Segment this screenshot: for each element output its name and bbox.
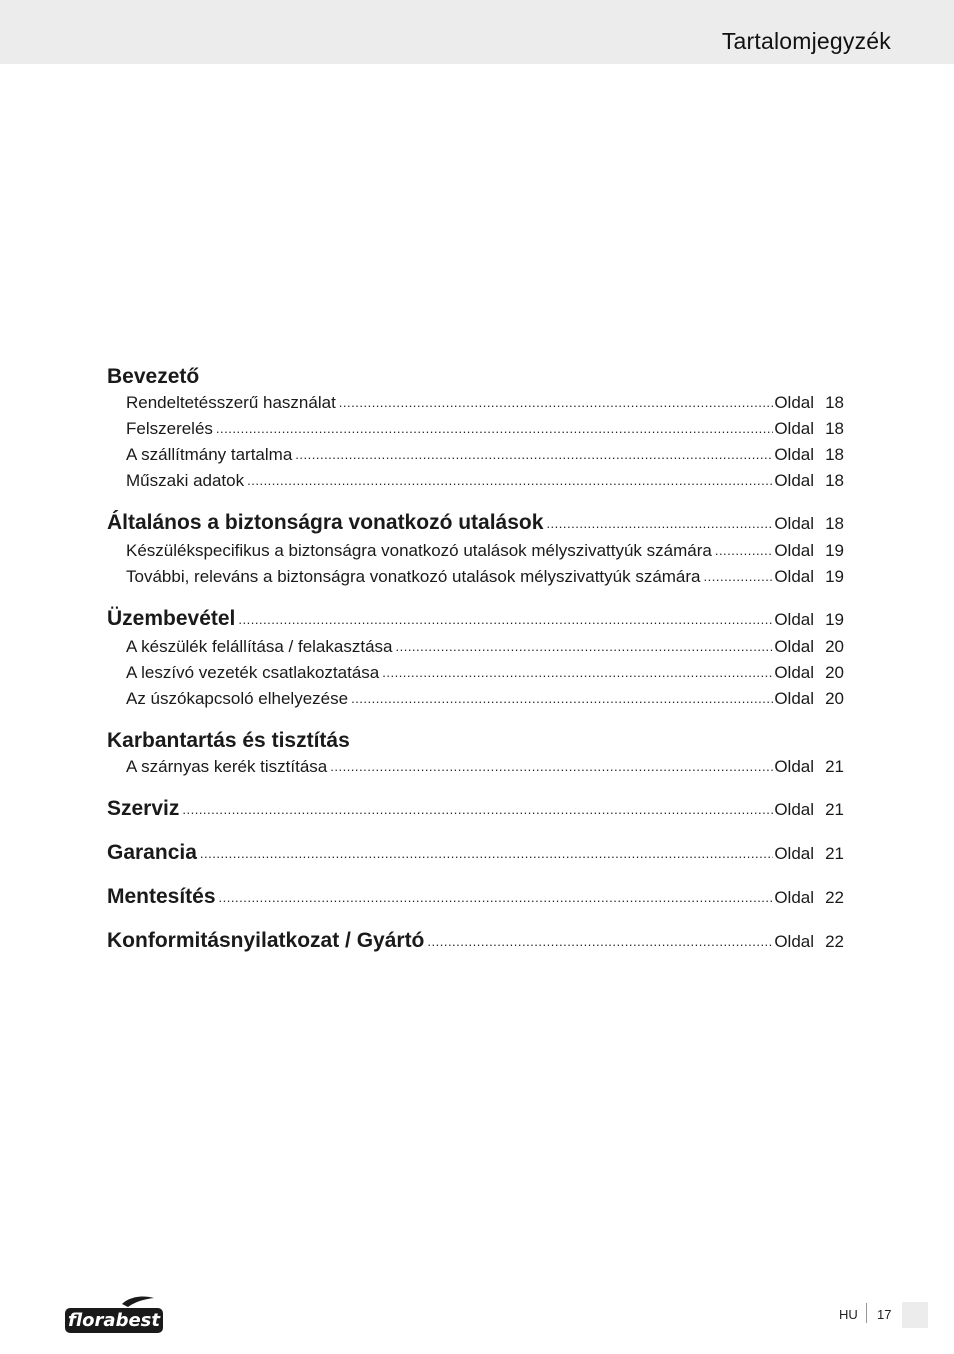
page-word: Oldal [774,567,814,586]
entry-label: Felszerelés [126,419,213,438]
page-ref: 20 [825,689,844,708]
toc-entry[interactable] [107,686,844,712]
toc-entry[interactable] [107,660,844,686]
logo-text: florabest [68,1310,160,1331]
florabest-logo [64,1295,164,1335]
toc-section-heading[interactable] [107,606,844,634]
footer-divider [866,1303,867,1323]
toc-entry[interactable] [107,390,844,416]
toc-entry[interactable] [107,634,844,660]
page-word: Oldal [774,445,814,464]
page-word: Oldal [774,888,814,907]
dot-leader [382,659,773,685]
entry-label: Rendeltetésszerű használat [126,393,336,412]
section-title: Bevezető [107,365,200,388]
dot-leader [247,467,773,493]
toc-section [107,728,844,780]
toc-section-heading[interactable] [107,796,844,824]
entry-label: További, releváns a biztonságra vonatkozó utalások mélyszivattyúk számára [126,567,701,586]
page-word: Oldal [774,663,814,682]
page-word: Oldal [774,637,814,656]
footer-marker-box [902,1302,928,1328]
toc-section-heading[interactable] [107,728,844,754]
dot-leader [339,389,774,415]
entry-label: Az úszókapcsoló elhelyezése [126,689,349,708]
toc-entry[interactable] [107,754,844,780]
page-ref: 21 [825,800,844,819]
section-title: Garancia [107,841,197,864]
page-number: 17 [877,1307,892,1322]
toc-section [107,364,844,494]
toc-section [107,884,844,912]
toc-entry[interactable] [107,468,844,494]
toc-section [107,606,844,712]
page-word: Oldal [774,514,814,533]
page-word: Oldal [774,932,814,951]
entry-label: Műszaki adatok [126,471,245,490]
page-word: Oldal [774,419,814,438]
section-title: Mentesítés [107,885,216,908]
page-ref: 18 [825,393,844,412]
section-title: Üzembevétel [107,607,236,630]
page-word: Oldal [774,610,814,629]
toc-section [107,796,844,824]
page-ref: 19 [825,541,844,560]
page-ref: 22 [825,932,844,951]
language-code: HU [839,1307,858,1322]
toc-entry[interactable] [107,564,844,590]
entry-label: A készülék felállítása / felakasztása [126,637,393,656]
dot-leader [546,509,773,537]
dot-leader [351,685,773,711]
page-word: Oldal [774,800,814,819]
toc-section [107,840,844,868]
toc-section-heading[interactable] [107,928,844,956]
page-ref: 19 [825,610,844,629]
dot-leader [200,839,773,867]
page-ref: 19 [825,567,844,586]
section-title: Általános a biztonságra vonatkozó utalások [107,511,544,534]
entry-label: A szállítmány tartalma [126,445,293,464]
page-ref: 18 [825,471,844,490]
dot-leader [295,441,773,467]
toc-section-heading[interactable] [107,364,844,390]
toc-entry[interactable] [107,442,844,468]
dot-leader [182,795,773,823]
page-word: Oldal [774,689,814,708]
dot-leader [238,605,773,633]
toc-section-heading[interactable] [107,840,844,868]
page-ref: 21 [825,757,844,776]
page-word: Oldal [774,844,814,863]
page-ref: 18 [825,419,844,438]
toc-section-heading[interactable] [107,510,844,538]
page-word: Oldal [774,541,814,560]
page-title: Tartalomjegyzék [721,28,891,54]
section-title: Konformitásnyilatkozat / Gyártó [107,929,425,952]
page-word: Oldal [774,757,814,776]
dot-leader [395,633,773,659]
page-word: Oldal [774,471,814,490]
page-ref: 21 [825,844,844,863]
toc-entry[interactable] [107,538,844,564]
dot-leader [219,883,774,911]
page-ref: 18 [825,514,844,533]
page-word: Oldal [774,393,814,412]
toc-entry[interactable] [107,416,844,442]
dot-leader [704,563,774,589]
toc-section-heading[interactable] [107,884,844,912]
leaf-icon [122,1296,154,1307]
page-ref: 18 [825,445,844,464]
dot-leader [330,753,773,779]
section-title: Karbantartás és tisztítás [107,729,350,752]
page-ref: 20 [825,663,844,682]
entry-label: A szárnyas kerék tisztítása [126,757,328,776]
section-title: Szerviz [107,797,180,820]
table-of-contents [107,364,844,972]
dot-leader [216,415,773,441]
entry-label: A leszívó vezeték csatlakoztatása [126,663,380,682]
entry-label: Készülékspecifikus a biztonságra vonatkozó utalások mélyszivattyúk számára [126,541,712,560]
toc-section [107,510,844,590]
page-ref: 22 [825,888,844,907]
toc-section [107,928,844,956]
page-ref: 20 [825,637,844,656]
dot-leader [715,537,773,563]
dot-leader [427,927,773,955]
